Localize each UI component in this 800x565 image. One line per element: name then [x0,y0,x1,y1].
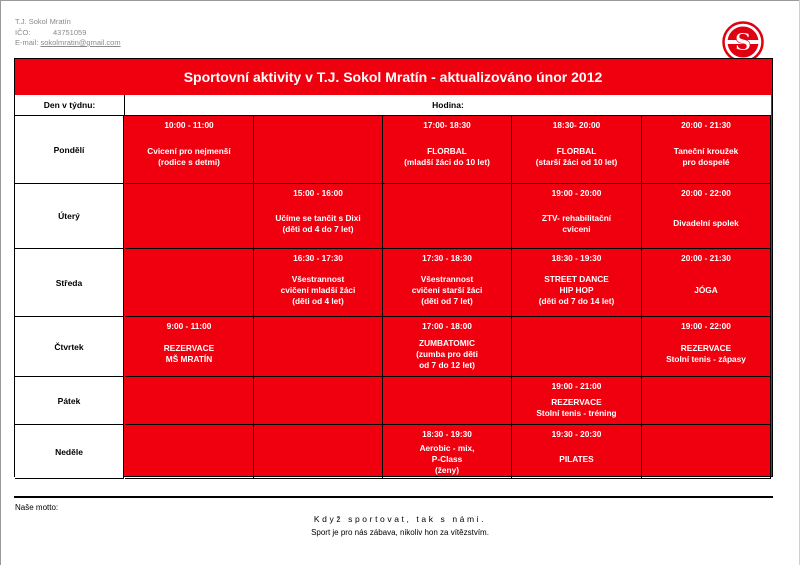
activity-line: Všestrannost [291,274,345,284]
schedule-cell [383,249,512,317]
email-link[interactable]: sokolmratin@gmail.com [40,38,121,47]
motto-label: Naše motto: [15,503,59,512]
activity-line: FLORBAL [427,146,467,156]
activity-text [125,343,253,365]
motto-line-2: Sport je pro nás zábava, nikoliv hon za vítězstvím. [311,528,489,537]
schedule-cell [125,249,254,317]
activity-line: cvičení mladší žáci [280,285,356,295]
day-label: Úterý [15,184,124,249]
activity-line: Aerobic - mix, [419,443,475,453]
activity-line: Taneční kroužek [673,146,739,156]
ico-value: 43751059 [53,27,87,37]
time-slot: 15:00 - 16:00 [293,188,343,198]
activity-line: FLORBAL [556,146,597,156]
header-info [15,17,121,49]
activity-text [512,397,641,419]
time-slot: 20:00 - 21:30 [681,253,731,263]
activity-line: HIP HOP [559,285,594,295]
email-label: E-mail: [15,38,39,47]
time-slot: 16:30 - 17:30 [293,253,343,263]
activity-text [254,213,382,235]
activity-line: cvičení starší žáci [411,285,483,295]
schedule-cell [642,184,771,249]
activity-line: Divadelní spolek [673,218,739,228]
activity-line: (děti od 4 do 7 let) [282,224,354,234]
schedule-table [14,58,773,477]
time-slot: 18:30- 20:00 [552,120,601,130]
activity-line: (ženy) [435,465,459,475]
schedule-cell [254,184,383,249]
ico-row [15,28,121,39]
time-slot: 17:00 - 18:00 [422,321,472,331]
activity-text [642,146,770,168]
day-label: Středa [15,249,124,317]
schedule-title: Sportovní aktivity v T.J. Sokol Mratín - aktualizováno únor 2012 [15,59,771,96]
schedule-cell [512,184,642,249]
ico-label: IČO: [15,27,31,37]
activity-line: ZUMBATOMIC [419,338,475,348]
activity-line: ZTV- rehabilitační [541,213,612,223]
activity-line: Cvicení pro nejmenší [147,146,231,156]
header-row [15,95,771,116]
activity-text [642,343,770,365]
activity-text [383,338,511,371]
schedule-cell [125,184,254,249]
schedule-cell [383,116,512,184]
email-row [15,38,121,49]
activity-line: Stolní tenis - tréning [536,408,617,418]
schedule-cell [642,249,771,317]
schedule-cell [383,377,512,425]
activity-line: MŠ MRATÍN [165,354,213,364]
time-slot: 20:00 - 22:00 [681,188,731,198]
schedule-cell [254,249,383,317]
activity-text [125,146,253,168]
activity-text [512,454,641,465]
day-label: Pátek [15,377,124,425]
activity-line: (děti od 7 do 14 let) [538,296,615,306]
time-slot: 20:00 - 21:30 [681,120,731,130]
activity-text [383,146,511,168]
schedule-cell [383,317,512,377]
logo-letter: S [734,29,752,56]
time-slot: 19:00 - 21:00 [551,381,602,391]
activity-line: PILATES [559,454,594,464]
activity-line: cviceni [562,224,591,234]
schedule-cell [642,116,771,184]
activity-text [254,274,382,307]
sokol-logo [722,21,764,63]
time-slot: 19:00 - 20:00 [551,188,602,198]
org-name: T.J. Sokol Mratín [15,17,71,26]
activity-line: STREET DANCE [544,274,609,284]
activity-line: (děti od 4 let) [292,296,344,306]
schedule-cell [512,116,642,184]
schedule-cell [125,116,254,184]
activity-text [512,146,641,168]
activity-text [642,285,770,296]
activity-line: P-Class [431,454,463,464]
time-slot: 19:30 - 20:30 [551,429,602,439]
day-column-header: Den v týdnu: [15,95,125,115]
schedule-cell [254,317,383,377]
activity-line: REZERVACE [163,343,215,353]
day-label: Čtvrtek [15,317,124,377]
activity-line: pro dospelé [682,157,730,167]
schedule-cell [642,317,771,377]
schedule-cell [383,184,512,249]
activity-line: (rodice s detmi) [158,157,220,167]
activity-text [383,274,511,307]
activity-line: Stolní tenis - zápasy [666,354,746,364]
schedule-cell [125,425,254,479]
hour-column-header: Hodina: [432,100,464,110]
day-label: Neděle [15,425,124,479]
time-slot: 17:30 - 18:30 [422,253,472,263]
schedule-cell [512,249,642,317]
schedule-cell [512,317,642,377]
activity-text [512,274,641,307]
activity-line: (starší žáci od 10 let) [535,157,618,167]
schedule-cell [254,425,383,479]
activity-line: (zumba pro děti [416,349,478,359]
time-slot: 19:00 - 22:00 [681,321,731,331]
time-slot: 9:00 - 11:00 [166,321,212,331]
time-slot: 10:00 - 11:00 [164,120,214,130]
activity-line: Všestrannost [420,274,474,284]
schedule-cell [125,377,254,425]
schedule-cell [512,377,642,425]
activity-line: REZERVACE [680,343,732,353]
time-slot: 18:30 - 19:30 [551,253,602,263]
schedule-cell [254,116,383,184]
activity-text [383,443,511,476]
activity-line: (mladší žáci do 10 let) [404,157,490,167]
activity-line: REZERVACE [551,397,602,407]
schedule-cell [512,425,642,479]
activity-text [512,213,641,235]
activity-line: od 7 do 12 let) [419,360,475,370]
schedule-cell [383,425,512,479]
day-label: Pondělí [15,116,124,184]
time-slot: 18:30 - 19:30 [422,429,472,439]
schedule-cell [254,377,383,425]
footer-divider [14,496,773,498]
schedule-cell [125,317,254,377]
schedule-cell [642,425,771,479]
activity-line: (děti od 7 let) [421,296,473,306]
time-slot: 17:00- 18:30 [423,120,471,130]
schedule-cell [642,377,771,425]
activity-line: Učíme se tančit s Dixi [275,213,361,223]
activity-text [642,218,770,229]
activity-line: JÓGA [694,285,718,295]
motto-line-1: Když sportovat, tak s námi. [313,514,487,524]
